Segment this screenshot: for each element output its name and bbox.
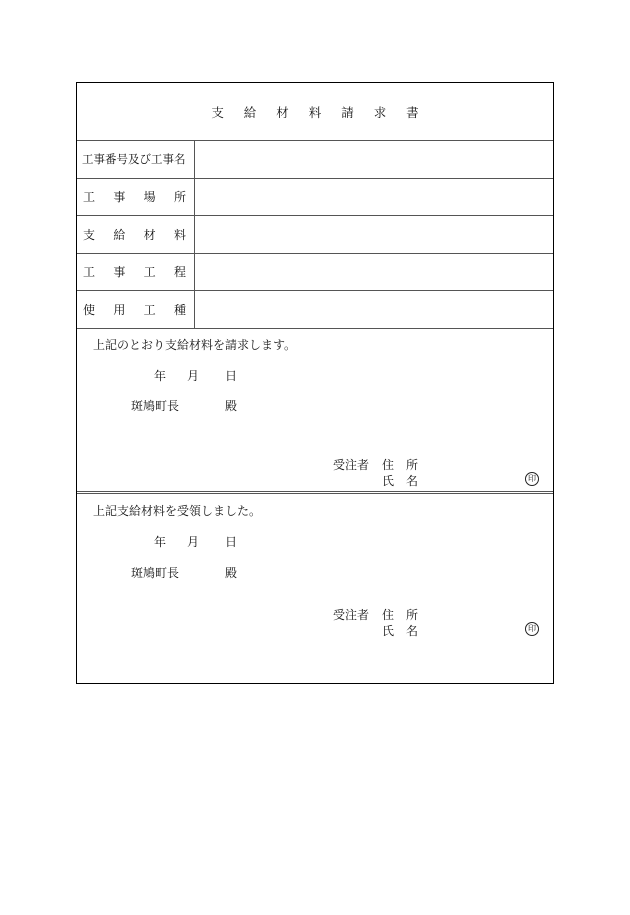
contractor-label: 受注者 (333, 608, 370, 622)
date-day: 日 (225, 369, 238, 383)
label-char: 種 (173, 302, 186, 317)
label-char: 程 (173, 265, 186, 280)
addressee: 斑鳩町長 (131, 566, 180, 580)
addressee: 斑鳩町長 (131, 399, 180, 413)
label-char: 所 (173, 190, 186, 205)
label-char: 料 (173, 227, 186, 242)
row-work-type (77, 291, 553, 329)
row-work-location (77, 179, 553, 217)
title-row (77, 83, 553, 141)
row-work-schedule (77, 254, 553, 292)
work-number-name-field[interactable] (195, 141, 553, 178)
date-year: 年 (154, 369, 167, 383)
address-label: 住 所 (382, 458, 419, 472)
label-char: 工 (83, 265, 96, 280)
row-label (77, 254, 195, 291)
row-label (77, 141, 195, 178)
date-day: 日 (225, 535, 238, 549)
honorific: 殿 (225, 566, 238, 580)
label-char: 場 (143, 190, 156, 205)
label-char: 工 (143, 302, 156, 317)
row-label (77, 216, 195, 253)
label-text: 工事番号及び工事名 (82, 152, 186, 167)
date-month: 月 (187, 369, 200, 383)
form-title: 支 給 材 料 請 求 書 (211, 104, 427, 120)
receipt-statement: 上記支給材料を受領しました。 (93, 504, 262, 518)
row-work-number-name (77, 141, 553, 179)
work-type-field[interactable] (195, 291, 553, 328)
label-char: 事 (113, 190, 126, 205)
row-supplied-material (77, 216, 553, 254)
request-statement: 上記のとおり支給材料を請求します。 (93, 338, 297, 352)
label-char: 給 (113, 227, 126, 242)
label-char: 事 (113, 265, 126, 280)
date-month: 月 (187, 535, 200, 549)
label-char: 工 (83, 190, 96, 205)
row-label (77, 291, 195, 328)
row-label (77, 179, 195, 216)
name-label: 氏 名 (382, 624, 419, 638)
supplied-material-field[interactable] (195, 216, 553, 253)
seal-icon: 印 (525, 622, 539, 636)
contractor-label: 受注者 (333, 458, 370, 472)
request-section (77, 328, 553, 494)
request-form (76, 82, 554, 684)
work-schedule-field[interactable] (195, 254, 553, 291)
label-char: 使 (83, 302, 96, 317)
name-label: 氏 名 (382, 474, 419, 488)
date-year: 年 (154, 535, 167, 549)
work-location-field[interactable] (195, 179, 553, 216)
address-label: 住 所 (382, 608, 419, 622)
honorific: 殿 (225, 399, 238, 413)
label-char: 支 (83, 227, 96, 242)
label-char: 工 (143, 265, 156, 280)
label-char: 用 (113, 302, 126, 317)
label-char: 材 (143, 227, 156, 242)
seal-icon: 印 (525, 472, 539, 486)
receipt-section (77, 494, 553, 684)
